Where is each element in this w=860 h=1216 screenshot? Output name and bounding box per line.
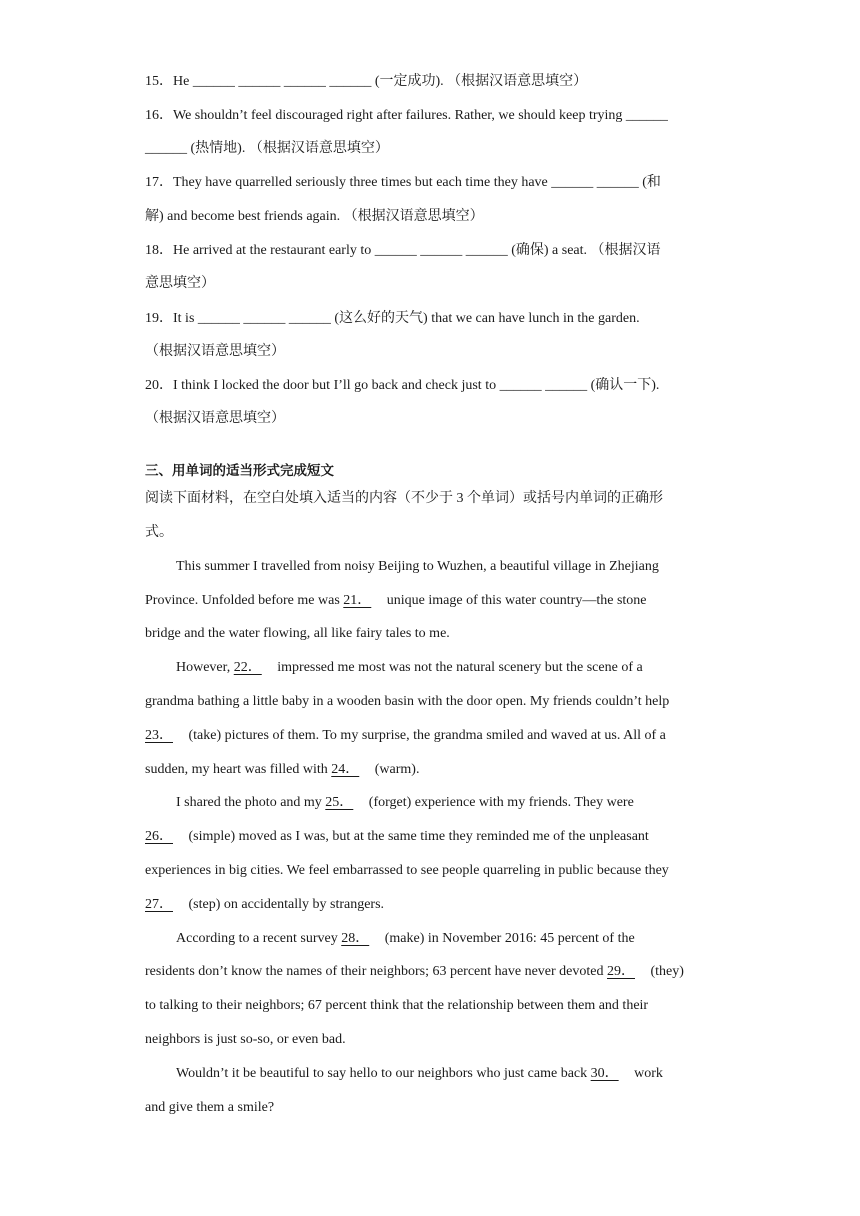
question-15: 15．He ______ ______ ______ ______ (一定成功). （根据汉语意思填空） <box>145 74 588 89</box>
blank-29[interactable]: 29． <box>607 964 635 979</box>
section-heading: 三、用单词的适当形式完成短文 <box>145 463 334 479</box>
passage-line: grandma bathing a little baby in a wooden basin with the door open. My friends couldn’t help <box>145 694 670 709</box>
question-17-cont: 解) and become best friends again. （根据汉语意思填空） <box>145 209 484 224</box>
passage-line: and give them a smile? <box>145 1100 275 1115</box>
passage-line: neighbors is just so-so, or even bad. <box>145 1032 346 1047</box>
passage-line: sudden, my heart was filled with 24． (warm). <box>145 762 420 777</box>
blank-26[interactable]: 26． <box>145 829 173 844</box>
question-19: 19．It is ______ ______ ______ (这么好的天气) that we can have lunch in the garden. <box>145 311 640 326</box>
passage-line: residents don’t know the names of their neighbors; 63 percent have never devoted 29． (they) <box>145 964 684 979</box>
passage-line: I shared the photo and my 25． (forget) experience with my friends. They were <box>176 795 634 810</box>
blank-27[interactable]: 27． <box>145 897 173 912</box>
blank-24[interactable]: 24． <box>331 762 360 777</box>
passage-line: 23． (take) pictures of them. To my surprise, the grandma smiled and waved at us. All of a <box>145 728 666 743</box>
passage-line: 27． (step) on accidentally by strangers. <box>145 897 385 912</box>
question-19-cont: （根据汉语意思填空） <box>145 344 285 359</box>
passage-line: According to a recent survey 28． (make) in November 2016: 45 percent of the <box>176 931 635 946</box>
passage-line: Wouldn’t it be beautiful to say hello to our neighbors who just came back 30． work <box>176 1066 663 1081</box>
passage-line: This summer I travelled from noisy Beijing to Wuzhen, a beautiful village in Zhejiang <box>176 559 659 574</box>
section-instruction: 阅读下面材料，在空白处填入适当的内容（不少于 3 个单词）或括号内单词的正确形 <box>145 491 663 506</box>
blank-28[interactable]: 28． <box>341 931 370 946</box>
question-18-cont: 意思填空） <box>145 276 215 291</box>
section-instruction-cont: 式。 <box>145 525 173 540</box>
passage-line: to talking to their neighbors; 67 percent think that the relationship between them and their <box>145 998 649 1013</box>
blank-21[interactable]: 21． <box>343 593 372 608</box>
blank-23[interactable]: 23． <box>145 728 173 743</box>
blank-30[interactable]: 30． <box>590 1066 619 1081</box>
passage-line: However, 22． impressed me most was not the natural scenery but the scene of a <box>176 660 643 675</box>
passage-line: experiences in big cities. We feel embarrassed to see people quarreling in public because they <box>145 863 669 878</box>
passage-line: 26． (simple) moved as I was, but at the same time they reminded me of the unpleasant <box>145 829 649 844</box>
blank-22[interactable]: 22． <box>233 660 262 675</box>
passage-line: bridge and the water flowing, all like fairy tales to me. <box>145 626 450 641</box>
question-16-cont: ______ (热情地). （根据汉语意思填空） <box>145 141 389 156</box>
question-18: 18．He arrived at the restaurant early to ______ ______ ______ (确保) a seat. （根据汉语 <box>145 243 661 258</box>
blank-25[interactable]: 25． <box>325 795 354 810</box>
question-16: 16．We shouldn’t feel discouraged right after failures. Rather, we should keep trying ______ <box>145 108 668 123</box>
passage-line: Province. Unfolded before me was 21． unique image of this water country—the stone <box>145 593 647 608</box>
question-20-cont: （根据汉语意思填空） <box>145 411 285 426</box>
question-17: 17．They have quarrelled seriously three times but each time they have ______ ______ (和 <box>145 175 661 190</box>
question-20: 20．I think I locked the door but I’ll go back and check just to ______ ______ (确认一下). <box>145 378 660 393</box>
